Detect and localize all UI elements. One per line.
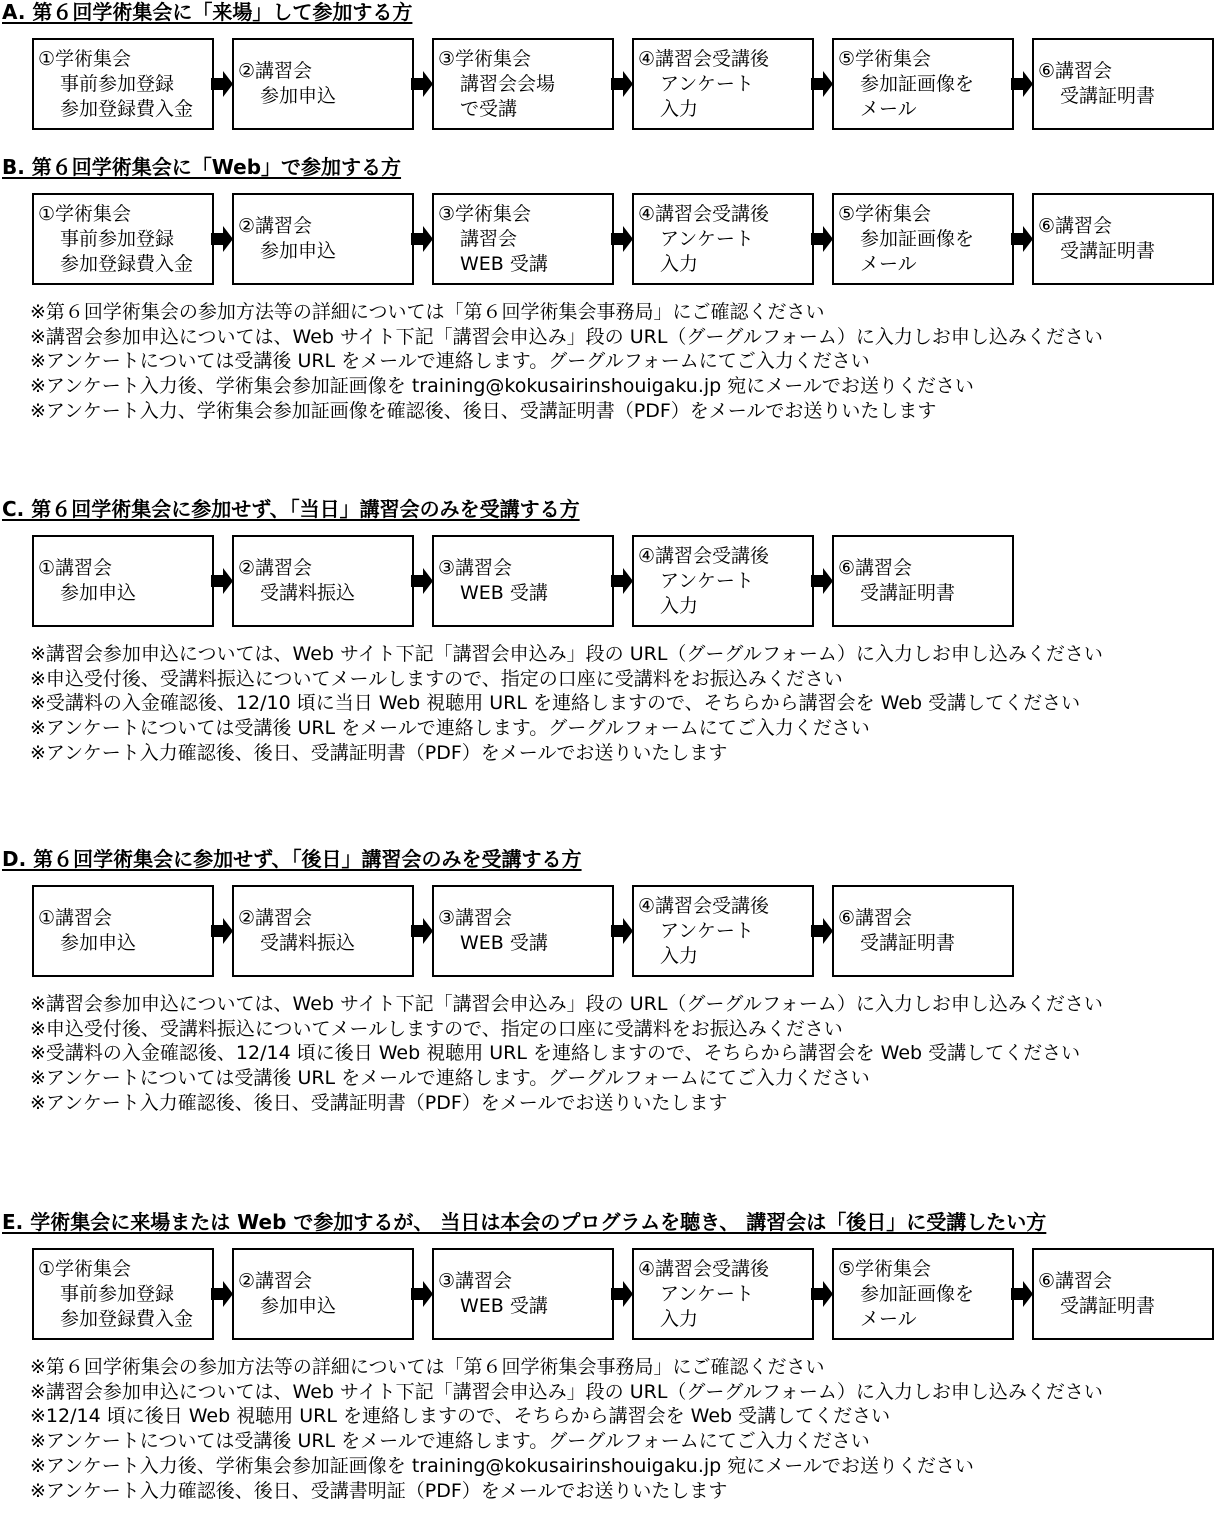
step-box — [632, 535, 814, 627]
step-text — [238, 59, 408, 109]
section-heading: A. 第６回学術集会に「来場」して参加する方 — [2, 0, 413, 24]
step-line: 受講証明書 — [860, 932, 956, 954]
step-box — [232, 885, 414, 977]
note-line: ※アンケート入力確認後、後日、受講証明書（PDF）をメールでお送りいたします — [30, 741, 728, 764]
step-box — [32, 535, 214, 627]
step-line: 参加申込 — [60, 582, 137, 604]
step-text — [638, 1257, 808, 1332]
arrow-right-icon — [211, 71, 233, 97]
step-text — [1038, 59, 1208, 109]
step-box — [832, 193, 1014, 285]
step-text — [638, 47, 808, 122]
arrow-right-icon — [211, 226, 233, 252]
step-box — [232, 1248, 414, 1340]
step-text — [438, 906, 608, 956]
step-line: ③学術集会 — [438, 48, 532, 70]
step-line: アンケート — [660, 570, 754, 592]
step-line: 入力 — [660, 98, 699, 120]
arrow-right-icon — [411, 918, 433, 944]
step-line: WEB 受講 — [460, 932, 548, 954]
step-line: 入力 — [660, 945, 699, 967]
step-line: WEB 受講 — [460, 1295, 548, 1317]
step-box — [832, 1248, 1014, 1340]
step-line: ⑤学術集会 — [838, 48, 932, 70]
step-line: ⑤学術集会 — [838, 203, 932, 225]
step-box — [232, 193, 414, 285]
step-line: メール — [860, 98, 917, 120]
note-line: ※アンケートについては受講後 URL をメールで連絡します。グーグルフォームにてご入力ください — [30, 350, 870, 373]
arrow-right-icon — [211, 1281, 233, 1307]
step-line: 参加申込 — [60, 932, 137, 954]
arrow-right-icon — [611, 568, 633, 594]
arrow-right-icon — [411, 71, 433, 97]
step-line: 講習会 — [460, 228, 518, 250]
step-box — [432, 535, 614, 627]
step-text — [238, 1269, 408, 1319]
step-box — [632, 38, 814, 130]
step-text — [638, 894, 808, 969]
step-line: ⑥講習会 — [838, 557, 913, 579]
step-text — [838, 202, 1008, 277]
step-line: ①講習会 — [38, 557, 113, 579]
step-line: ④講習会受講後 — [638, 203, 770, 225]
arrow-right-icon — [611, 226, 633, 252]
step-line: ②講習会 — [238, 1270, 313, 1292]
note-line: ※講習会参加申込については、Web サイト下記「講習会申込み」段の URL（グーグルフォーム）に入力しお申し込みください — [30, 325, 1103, 348]
step-line: ①学術集会 — [38, 1258, 132, 1280]
step-line: ④講習会受講後 — [638, 48, 770, 70]
step-text — [38, 906, 208, 956]
note-line: ※アンケートについては受講後 URL をメールで連絡します。グーグルフォームにてご入力ください — [30, 1067, 870, 1090]
step-line: ⑥講習会 — [1038, 60, 1113, 82]
note-line: ※アンケート入力後、学術集会参加証画像を training@kokusairinshouigaku.jp 宛にメールでお送りください — [30, 1454, 974, 1477]
step-box — [232, 38, 414, 130]
step-text — [1038, 1269, 1208, 1319]
step-line: ①講習会 — [38, 907, 113, 929]
arrow-right-icon — [611, 1281, 633, 1307]
step-line: 参加登録費入金 — [60, 98, 194, 120]
step-box — [632, 885, 814, 977]
arrow-right-icon — [1011, 1281, 1033, 1307]
note-line: ※申込受付後、受講料振込についてメールしますので、指定の口座に受講料をお振込みください — [30, 1017, 843, 1040]
arrow-right-icon — [411, 1281, 433, 1307]
note-line: ※アンケートについては受講後 URL をメールで連絡します。グーグルフォームにてご入力ください — [30, 1430, 870, 1453]
arrow-right-icon — [1011, 226, 1033, 252]
step-line: WEB 受講 — [460, 582, 548, 604]
step-line: 受講証明書 — [860, 582, 956, 604]
step-text — [438, 202, 608, 277]
step-box — [32, 1248, 214, 1340]
note-line: ※講習会参加申込については、Web サイト下記「講習会申込み」段の URL（グーグルフォーム）に入力しお申し込みください — [30, 1380, 1103, 1403]
step-line: アンケート — [660, 228, 754, 250]
step-line: ④講習会受講後 — [638, 895, 770, 917]
step-text — [638, 544, 808, 619]
note-line: ※アンケートについては受講後 URL をメールで連絡します。グーグルフォームにてご入力ください — [30, 717, 870, 740]
step-box — [632, 1248, 814, 1340]
step-line: 参加登録費入金 — [60, 253, 194, 275]
step-box — [832, 885, 1014, 977]
arrow-right-icon — [811, 1281, 833, 1307]
arrow-right-icon — [811, 71, 833, 97]
step-line: メール — [860, 253, 917, 275]
step-line: 入力 — [660, 595, 699, 617]
note-line: ※第６回学術集会の参加方法等の詳細については「第６回学術集会事務局」にご確認ください — [30, 301, 825, 323]
section-heading: D. 第６回学術集会に参加せず、「後日」講習会のみを受講する方 — [2, 847, 582, 871]
step-line: 入力 — [660, 1308, 699, 1330]
step-box — [432, 193, 614, 285]
step-line: ③講習会 — [438, 907, 513, 929]
note-line: ※第６回学術集会の参加方法等の詳細については「第６回学術集会事務局」にご確認ください — [30, 1356, 825, 1378]
notes — [30, 1355, 1103, 1503]
step-text — [38, 47, 208, 122]
step-line: ⑥講習会 — [838, 907, 913, 929]
step-text — [1038, 214, 1208, 264]
notes — [30, 300, 1103, 424]
step-line: WEB 受講 — [460, 253, 548, 275]
arrow-right-icon — [811, 568, 833, 594]
note-line: ※講習会参加申込については、Web サイト下記「講習会申込み」段の URL（グーグルフォーム）に入力しお申し込みください — [30, 993, 1103, 1015]
step-line: ②講習会 — [238, 215, 313, 237]
step-line: 参加証画像を — [860, 1283, 975, 1305]
step-line: ③講習会 — [438, 1270, 513, 1292]
step-box — [32, 38, 214, 130]
step-line: メール — [860, 1308, 917, 1330]
step-text — [438, 47, 608, 122]
arrow-right-icon — [411, 226, 433, 252]
arrow-right-icon — [211, 918, 233, 944]
step-line: 参加申込 — [260, 240, 337, 262]
step-line: 受講料振込 — [260, 932, 356, 954]
step-line: 受講料振込 — [260, 582, 356, 604]
note-line: ※講習会参加申込については、Web サイト下記「講習会申込み」段の URL（グーグルフォーム）に入力しお申し込みください — [30, 643, 1103, 665]
step-line: 参加証画像を — [860, 73, 975, 95]
step-line: ⑤学術集会 — [838, 1258, 932, 1280]
step-line: アンケート — [660, 1283, 754, 1305]
note-line: ※アンケート入力確認後、後日、受講書明証（PDF）をメールでお送りいたします — [30, 1479, 728, 1502]
step-text — [838, 1257, 1008, 1332]
step-line: ③講習会 — [438, 557, 513, 579]
section-heading: C. 第６回学術集会に参加せず、「当日」講習会のみを受講する方 — [2, 497, 580, 521]
step-box — [432, 38, 614, 130]
step-text — [838, 47, 1008, 122]
step-line: ②講習会 — [238, 557, 313, 579]
step-line: ⑥講習会 — [1038, 215, 1113, 237]
step-box — [432, 885, 614, 977]
arrow-right-icon — [411, 568, 433, 594]
step-box — [1032, 193, 1214, 285]
step-text — [238, 214, 408, 264]
step-line: ①学術集会 — [38, 203, 132, 225]
note-line: ※アンケート入力、学術集会参加証画像を確認後、後日、受講証明書（PDF）をメールでお送りいたします — [30, 399, 937, 422]
note-line: ※受講料の入金確認後、12/14 頃に後日 Web 視聴用 URL を連絡しますので、そちらから講習会を Web 受講してください — [30, 1042, 1081, 1065]
section-heading: E. 学術集会に来場または Web で参加するが、 当日は本会のプログラムを聴き、 講習会は「後日」に受講したい方 — [2, 1210, 1047, 1234]
step-line: 事前参加登録 — [60, 228, 175, 250]
step-line: ②講習会 — [238, 907, 313, 929]
step-box — [432, 1248, 614, 1340]
step-text — [438, 1269, 608, 1319]
step-line: 受講証明書 — [1060, 1295, 1156, 1317]
arrow-right-icon — [611, 71, 633, 97]
step-text — [438, 556, 608, 606]
step-line: 参加登録費入金 — [60, 1308, 194, 1330]
note-line: ※申込受付後、受講料振込についてメールしますので、指定の口座に受講料をお振込みください — [30, 667, 843, 690]
step-line: ④講習会受講後 — [638, 545, 770, 567]
step-box — [832, 535, 1014, 627]
arrow-right-icon — [811, 226, 833, 252]
arrow-right-icon — [611, 918, 633, 944]
step-line: ④講習会受講後 — [638, 1258, 770, 1280]
step-line: ⑥講習会 — [1038, 1270, 1113, 1292]
step-box — [1032, 1248, 1214, 1340]
step-text — [38, 556, 208, 606]
notes — [30, 992, 1103, 1116]
step-text — [838, 556, 1008, 606]
step-text — [638, 202, 808, 277]
step-line: 参加証画像を — [860, 228, 975, 250]
step-line: 参加申込 — [260, 1295, 337, 1317]
notes — [30, 642, 1103, 766]
step-text — [838, 906, 1008, 956]
arrow-right-icon — [211, 568, 233, 594]
step-line: アンケート — [660, 73, 754, 95]
step-line: で受講 — [460, 98, 518, 120]
step-line: ①学術集会 — [38, 48, 132, 70]
step-box — [32, 193, 214, 285]
step-text — [38, 1257, 208, 1332]
note-line: ※アンケート入力確認後、後日、受講証明書（PDF）をメールでお送りいたします — [30, 1091, 728, 1114]
step-box — [632, 193, 814, 285]
step-text — [238, 556, 408, 606]
step-line: 入力 — [660, 253, 699, 275]
section-heading: B. 第６回学術集会に「Web」で参加する方 — [2, 155, 402, 179]
step-box — [232, 535, 414, 627]
step-box — [32, 885, 214, 977]
step-line: 事前参加登録 — [60, 1283, 175, 1305]
step-line: 受講証明書 — [1060, 240, 1156, 262]
step-line: アンケート — [660, 920, 754, 942]
arrow-right-icon — [811, 918, 833, 944]
step-box — [832, 38, 1014, 130]
step-text — [238, 906, 408, 956]
step-line: ②講習会 — [238, 60, 313, 82]
step-text — [38, 202, 208, 277]
note-line: ※アンケート入力後、学術集会参加証画像を training@kokusairinshouigaku.jp 宛にメールでお送りください — [30, 375, 974, 398]
step-line: 参加申込 — [260, 85, 337, 107]
step-box — [1032, 38, 1214, 130]
arrow-right-icon — [1011, 71, 1033, 97]
step-line: 事前参加登録 — [60, 73, 175, 95]
note-line: ※受講料の入金確認後、12/10 頃に当日 Web 視聴用 URL を連絡しますので、そちらから講習会を Web 受講してください — [30, 692, 1081, 715]
step-line: 講習会会場 — [460, 73, 556, 95]
note-line: ※12/14 頃に後日 Web 視聴用 URL を連絡しますので、そちらから講習会を Web 受講してください — [30, 1405, 891, 1428]
step-line: ③学術集会 — [438, 203, 532, 225]
step-line: 受講証明書 — [1060, 85, 1156, 107]
